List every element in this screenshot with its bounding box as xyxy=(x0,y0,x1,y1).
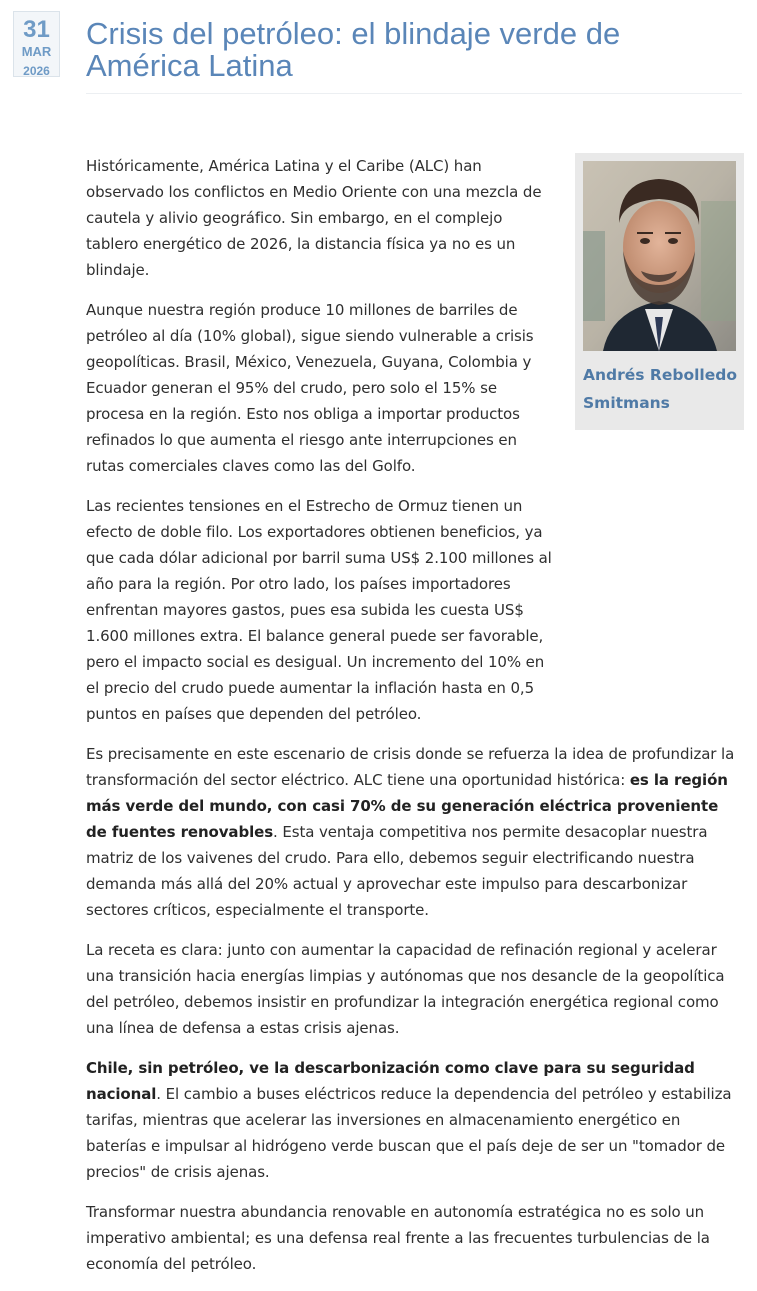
paragraph-6-text: . El cambio a buses eléctricos reduce la dependencia del petróleo y estabiliza tarifas, mientras que acelerar las inversiones en almacenamiento energético en baterías e impulsar al hidrógeno verde buscan que el país deje de ser un "tomador de precios" de crisis ajenas. xyxy=(86,1085,732,1181)
paragraph-4-text-b: . Esta ventaja competitiva nos permite desacoplar nuestra matriz de los vaivenes del crudo. Para ello, debemos seguir electrificando nuestra demanda más allá del 20% actual y aprovechar este impulso para descarbonizar sectores críticos, especialmente el transporte. xyxy=(86,823,708,919)
paragraph-1: Históricamente, América Latina y el Caribe (ALC) han observado los conflictos en Medio Oriente con una mezcla de cautela y alivio geográfico. Sin embargo, en el complejo tablero energético de 2026, la distancia física ya no es un blindaje. xyxy=(86,157,542,279)
paragraph-2: Aunque nuestra región produce 10 millones de barriles de petróleo al día (10% global), sigue siendo vulnerable a crisis geopolíticas. Brasil, México, Venezuela, Guyana, Colombia y Ecuador generan el 95% del crudo, pero solo el 15% se procesa en la región. Esto nos obliga a importar productos refinados lo que aumenta el riesgo ante interrupciones en rutas comerciales claves como las del Golfo. xyxy=(86,301,534,475)
paragraph-7: Transformar nuestra abundancia renovable en autonomía estratégica no es solo un imperativo ambiental; es una defensa real frente a las frecuentes turbulencias de la economía del petróleo. xyxy=(86,1203,710,1273)
author-name[interactable]: Andrés Rebolledo Smitmans xyxy=(583,366,737,412)
paragraph-5: La receta es clara: junto con aumentar la capacidad de refinación regional y acelerar una transición hacia energías limpias y autónomas que nos desancle de la geopolítica del petróleo, debemos insistir en profundizar la integración energética regional como una línea de defensa a estas crisis ajenas. xyxy=(86,941,725,1037)
article-body xyxy=(86,153,742,1291)
date-badge xyxy=(13,11,60,77)
article-title: Crisis del petróleo: el blindaje verde de América Latina xyxy=(86,16,621,83)
date-year: 2026 xyxy=(23,64,50,78)
paragraph-4 xyxy=(86,741,742,923)
paragraph-6 xyxy=(86,1055,742,1185)
title-divider xyxy=(86,93,742,94)
paragraph-4-text-a: Es precisamente en este escenario de crisis donde se refuerza la idea de profundizar la transformación del sector eléctrico. ALC tiene una oportunidad histórica: xyxy=(86,745,735,789)
paragraph-6-highlight: Chile, sin petróleo, ve la descarbonización como clave para su seguridad nacional xyxy=(86,1059,695,1103)
date-day: 31 xyxy=(23,16,50,43)
date-month: MAR xyxy=(21,44,52,59)
paragraph-3: Las recientes tensiones en el Estrecho de Ormuz tienen un efecto de doble filo. Los exportadores obtienen beneficios, ya que cada dólar adicional por barril suma US$ 2.100 millones al año para la región. Por otro lado, los países importadores enfrentan mayores gastos, pues esa subida les cuesta US$ 1.600 millones extra. El balance general puede ser favorable, pero el impacto social es desigual. Un incremento del 10% en el precio del crudo puede aumentar la inflación hasta en 0,5 puntos en países que dependen del petróleo. xyxy=(86,497,552,723)
paragraph-4-highlight: es la región más verde del mundo, con casi 70% de su generación eléctrica proveniente de fuentes renovables xyxy=(86,771,728,841)
